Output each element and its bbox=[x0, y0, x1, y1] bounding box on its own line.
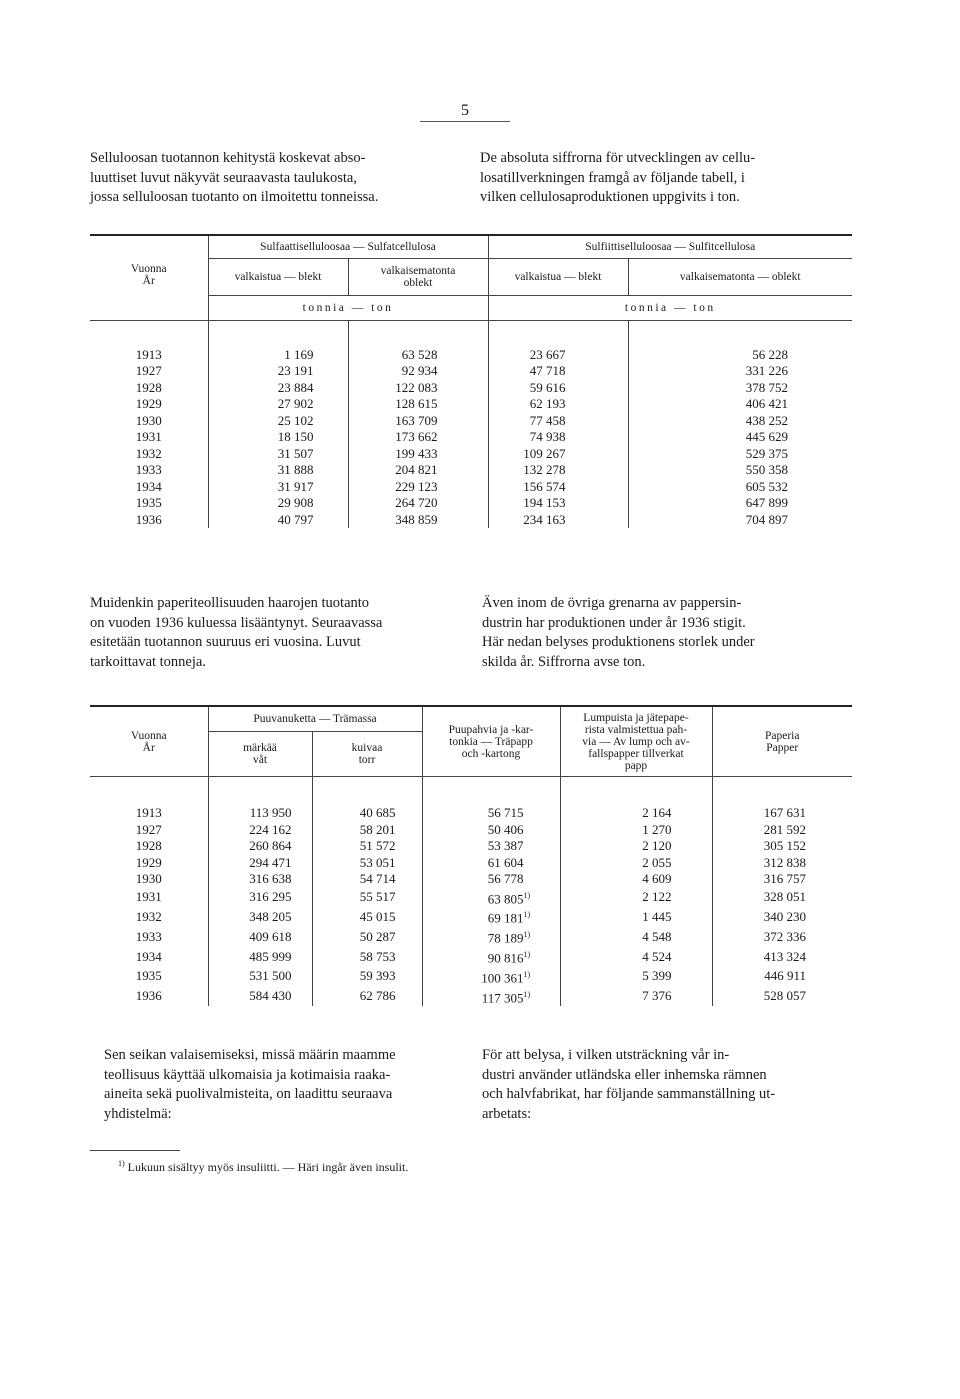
year-cell: 1927 bbox=[135, 821, 162, 837]
value-cell: 25 102 bbox=[208, 413, 348, 430]
bottom-fi-line: Sen seikan valaisemiseksi, missä määrin maamme bbox=[104, 1047, 396, 1063]
value-cell: 128 615 bbox=[348, 396, 488, 413]
value-cell bbox=[422, 871, 560, 888]
unit-header-2: tonnia — ton bbox=[488, 296, 852, 321]
value-cell: 31 507 bbox=[208, 446, 348, 463]
year-cell: 1936 bbox=[135, 988, 162, 1004]
dry-header bbox=[312, 732, 422, 777]
value-cell: 605 532 bbox=[628, 479, 852, 496]
value-cell: 132 278 bbox=[488, 462, 628, 479]
paper-header-sv: Papper bbox=[766, 741, 799, 754]
bottom-fi bbox=[104, 1046, 472, 1124]
year-header-fi: Vuonna bbox=[130, 262, 167, 275]
value-cell: 92 934 bbox=[348, 363, 488, 380]
wood-pulp-board-line: Puupahvia ja -kar- bbox=[448, 723, 534, 736]
wood-pulp-group-header: Puuvanuketta — Trämassa bbox=[208, 706, 422, 732]
value-cell: 23 667 bbox=[488, 347, 628, 364]
value-cell: 173 662 bbox=[348, 429, 488, 446]
table-row bbox=[90, 347, 852, 364]
value-cell: 56 228 bbox=[628, 347, 852, 364]
middle-sv-line: Även inom de övriga grenarna av pappersin- bbox=[482, 595, 742, 611]
value-cell: 550 358 bbox=[628, 462, 852, 479]
value-cell: 18 150 bbox=[208, 429, 348, 446]
sulfate-group-header: Sulfaattiselluloosaa — Sulfatcellulosa bbox=[208, 235, 488, 259]
dry-header-fi: kuivaa bbox=[351, 742, 383, 754]
value-cell bbox=[422, 987, 560, 1007]
value-cell bbox=[422, 805, 560, 822]
value-cell: 53 051 bbox=[312, 855, 422, 872]
value-cell: 62 786 bbox=[312, 987, 422, 1007]
value-cell bbox=[422, 822, 560, 839]
value-cell: 2 055 bbox=[560, 855, 712, 872]
value-cell: 50 287 bbox=[312, 927, 422, 947]
value-cell bbox=[422, 838, 560, 855]
value-cell bbox=[422, 855, 560, 872]
value-cell: 199 433 bbox=[348, 446, 488, 463]
footnote bbox=[118, 1159, 408, 1175]
value-number: 56 778 bbox=[487, 871, 524, 886]
intro-sv-line: losatillverkningen framgå av följande tabell, i bbox=[480, 169, 745, 186]
footnote-ref: 1) bbox=[523, 949, 531, 959]
bottom-sv-line: För att belysa, i vilken utsträckning vår in- bbox=[482, 1047, 730, 1063]
year-header bbox=[90, 235, 208, 296]
value-cell: 2 122 bbox=[560, 888, 712, 908]
bottom-fi-line: yhdistelmä: bbox=[104, 1105, 172, 1122]
year-cell: 1932 bbox=[135, 445, 162, 461]
value-cell: 328 051 bbox=[712, 888, 852, 908]
value-number: 56 715 bbox=[487, 805, 524, 820]
rag-board-line: fallspapper tillverkat bbox=[588, 747, 684, 760]
value-cell: 122 083 bbox=[348, 380, 488, 397]
value-number: 63 805 bbox=[487, 890, 524, 906]
value-cell: 1 270 bbox=[560, 822, 712, 839]
middle-sv-line: Här nedan belyses produktionens storlek under bbox=[482, 634, 755, 650]
sulfite-bleached-header: valkaistua — blekt bbox=[488, 259, 628, 296]
footnote-ref: 1) bbox=[523, 989, 531, 999]
value-cell: 31 888 bbox=[208, 462, 348, 479]
bottom-fi-line: aineita sekä puolivalmisteita, on laadittu seuraava bbox=[104, 1086, 393, 1102]
year-header-2-fi: Vuonna bbox=[130, 729, 167, 742]
value-cell: 348 205 bbox=[208, 907, 312, 927]
rag-board-line: Lumpuista ja jätepape- bbox=[583, 711, 689, 724]
value-cell: 4 609 bbox=[560, 871, 712, 888]
value-cell: 167 631 bbox=[712, 805, 852, 822]
year-cell: 1935 bbox=[135, 495, 162, 510]
value-cell: 2 164 bbox=[560, 805, 712, 822]
value-cell: 204 821 bbox=[348, 462, 488, 479]
dry-header-sv: torr bbox=[358, 754, 376, 766]
value-cell bbox=[422, 907, 560, 927]
year-cell: 1930 bbox=[135, 871, 162, 886]
footnote-divider bbox=[90, 1150, 180, 1151]
value-cell: 54 714 bbox=[312, 871, 422, 888]
bottom-sv bbox=[482, 1046, 862, 1124]
intro-fi-line: luuttiset luvut näkyvät seuraavasta taulukosta, bbox=[90, 169, 357, 186]
table-row bbox=[90, 888, 852, 908]
cellulose-table-body bbox=[90, 347, 852, 529]
value-cell: 2 120 bbox=[560, 838, 712, 855]
wet-header-fi: märkää bbox=[243, 742, 277, 754]
wood-pulp-board-header bbox=[422, 706, 560, 777]
value-cell: 51 572 bbox=[312, 838, 422, 855]
value-cell bbox=[422, 927, 560, 947]
bottom-sv-line: och halvfabrikat, har följande sammanställning ut- bbox=[482, 1086, 776, 1102]
value-number: 100 361 bbox=[481, 970, 524, 986]
paper-products-table-body bbox=[90, 805, 852, 1006]
year-cell: 1929 bbox=[135, 854, 162, 870]
value-cell: 29 908 bbox=[208, 495, 348, 512]
year-cell: 1927 bbox=[135, 363, 162, 378]
value-cell: 234 163 bbox=[488, 512, 628, 529]
rag-board-header bbox=[560, 706, 712, 777]
year-cell: 1913 bbox=[135, 346, 162, 362]
value-cell bbox=[422, 888, 560, 908]
year-cell: 1933 bbox=[135, 928, 162, 944]
value-cell: 5 399 bbox=[560, 967, 712, 987]
value-cell: 59 393 bbox=[312, 967, 422, 987]
value-cell: 1 445 bbox=[560, 907, 712, 927]
footnote-ref: 1) bbox=[523, 910, 531, 920]
value-cell: 31 917 bbox=[208, 479, 348, 496]
table-row bbox=[90, 855, 852, 872]
middle-fi bbox=[90, 594, 470, 672]
value-cell: 529 375 bbox=[628, 446, 852, 463]
bottom-fi-line: teollisuus käyttää ulkomaisia ja kotimaisia raaka- bbox=[104, 1066, 391, 1083]
value-cell: 438 252 bbox=[628, 413, 852, 430]
table-row bbox=[90, 446, 852, 463]
wood-pulp-board-line: tonkia — Träpapp bbox=[449, 735, 533, 748]
intro-fi bbox=[90, 149, 470, 208]
paper-header bbox=[712, 706, 852, 777]
value-cell: 294 471 bbox=[208, 855, 312, 872]
value-number: 53 387 bbox=[487, 838, 524, 853]
table-row bbox=[90, 495, 852, 512]
value-cell: 413 324 bbox=[712, 947, 852, 967]
year-cell: 1930 bbox=[135, 412, 162, 428]
rag-board-line: papp bbox=[624, 759, 648, 772]
year-cell: 1929 bbox=[135, 396, 162, 411]
sulfate-unbleached-fi: valkaisematonta bbox=[380, 265, 456, 277]
value-cell: 27 902 bbox=[208, 396, 348, 413]
table-row bbox=[90, 927, 852, 947]
value-cell: 58 201 bbox=[312, 822, 422, 839]
table-row bbox=[90, 871, 852, 888]
value-cell: 406 421 bbox=[628, 396, 852, 413]
table-row bbox=[90, 380, 852, 397]
year-header-2 bbox=[90, 706, 208, 777]
value-cell: 109 267 bbox=[488, 446, 628, 463]
value-cell: 4 524 bbox=[560, 947, 712, 967]
table-row bbox=[90, 429, 852, 446]
value-cell: 62 193 bbox=[488, 396, 628, 413]
value-cell: 485 999 bbox=[208, 947, 312, 967]
value-cell: 194 153 bbox=[488, 495, 628, 512]
page-number: 5 bbox=[420, 102, 510, 122]
middle-sv-line: skilda år. Siffrorna avse ton. bbox=[482, 653, 646, 670]
value-cell: 372 336 bbox=[712, 927, 852, 947]
middle-fi-line: esitetään tuotannon suuruus eri vuosina. Luvut bbox=[90, 634, 361, 650]
value-cell: 260 864 bbox=[208, 838, 312, 855]
year-cell: 1928 bbox=[135, 838, 162, 853]
sulfite-unbleached-header: valkaisematonta — oblekt bbox=[628, 259, 852, 296]
year-cell: 1932 bbox=[135, 908, 162, 924]
value-cell: 163 709 bbox=[348, 413, 488, 430]
unit-header-1: tonnia — ton bbox=[208, 296, 488, 321]
table-row bbox=[90, 363, 852, 380]
value-cell bbox=[422, 947, 560, 967]
value-cell: 445 629 bbox=[628, 429, 852, 446]
value-cell: 531 500 bbox=[208, 967, 312, 987]
year-cell: 1913 bbox=[135, 805, 162, 820]
year-cell: 1934 bbox=[135, 478, 162, 494]
value-cell: 229 123 bbox=[348, 479, 488, 496]
table-row bbox=[90, 413, 852, 430]
value-cell: 224 162 bbox=[208, 822, 312, 839]
sulfate-unbleached-sv: oblekt bbox=[403, 277, 433, 289]
value-cell: 409 618 bbox=[208, 927, 312, 947]
value-cell bbox=[422, 967, 560, 987]
value-cell: 348 859 bbox=[348, 512, 488, 529]
value-cell: 316 638 bbox=[208, 871, 312, 888]
intro-fi-line: jossa selluloosan tuotanto on ilmoitettu tonneissa. bbox=[90, 189, 379, 205]
value-cell: 45 015 bbox=[312, 907, 422, 927]
value-cell: 58 753 bbox=[312, 947, 422, 967]
value-cell: 40 685 bbox=[312, 805, 422, 822]
value-cell: 331 226 bbox=[628, 363, 852, 380]
year-cell: 1936 bbox=[135, 511, 162, 527]
table-row bbox=[90, 967, 852, 987]
value-cell: 340 230 bbox=[712, 907, 852, 927]
table-row bbox=[90, 512, 852, 529]
year-cell: 1934 bbox=[135, 948, 162, 964]
value-number: 78 189 bbox=[487, 930, 524, 946]
wood-pulp-board-line: och -kartong bbox=[461, 747, 521, 760]
intro-sv-line: vilken cellulosaproduktionen uppgivits i ton. bbox=[480, 189, 740, 205]
sulfite-group-header: Sulfiittiselluloosaa — Sulfitcellulosa bbox=[488, 235, 852, 259]
value-cell: 47 718 bbox=[488, 363, 628, 380]
value-number: 117 305 bbox=[481, 989, 524, 1005]
value-cell: 55 517 bbox=[312, 888, 422, 908]
value-cell: 647 899 bbox=[628, 495, 852, 512]
middle-sv bbox=[482, 594, 862, 672]
value-cell: 4 548 bbox=[560, 927, 712, 947]
value-cell: 584 430 bbox=[208, 987, 312, 1007]
value-cell: 77 458 bbox=[488, 413, 628, 430]
year-cell: 1928 bbox=[135, 379, 162, 395]
value-cell: 528 057 bbox=[712, 987, 852, 1007]
value-cell: 59 616 bbox=[488, 380, 628, 397]
value-cell: 113 950 bbox=[208, 805, 312, 822]
value-cell: 40 797 bbox=[208, 512, 348, 529]
footnote-ref: 1) bbox=[523, 930, 531, 940]
value-cell: 23 884 bbox=[208, 380, 348, 397]
table-row bbox=[90, 805, 852, 822]
value-cell: 316 295 bbox=[208, 888, 312, 908]
rag-board-line: via — Av lump och av- bbox=[582, 735, 690, 748]
table-row bbox=[90, 838, 852, 855]
year-header-sv: År bbox=[142, 274, 155, 287]
intro-fi-line: Selluloosan tuotannon kehitystä koskevat abso- bbox=[90, 150, 366, 166]
middle-fi-line: on vuoden 1936 kuluessa lisääntynyt. Seuraavassa bbox=[90, 614, 383, 631]
year-cell: 1933 bbox=[135, 462, 162, 477]
value-number: 61 604 bbox=[487, 854, 524, 870]
value-cell: 312 838 bbox=[712, 855, 852, 872]
rag-board-line: rista valmistettua pah- bbox=[584, 723, 688, 736]
footnote-ref: 1) bbox=[523, 969, 531, 979]
table-row bbox=[90, 987, 852, 1007]
year-cell: 1931 bbox=[135, 429, 162, 444]
table-row bbox=[90, 396, 852, 413]
value-cell: 1 169 bbox=[208, 347, 348, 364]
year-cell: 1935 bbox=[135, 968, 162, 984]
sulfate-bleached-header: valkaistua — blekt bbox=[208, 259, 348, 296]
sulfate-unbleached-header bbox=[348, 259, 488, 296]
value-cell: 23 191 bbox=[208, 363, 348, 380]
value-cell: 446 911 bbox=[712, 967, 852, 987]
value-cell: 63 528 bbox=[348, 347, 488, 364]
year-cell: 1931 bbox=[135, 889, 162, 905]
paper-products-table bbox=[90, 705, 852, 1006]
table-row bbox=[90, 822, 852, 839]
wet-header bbox=[208, 732, 312, 777]
footnote-ref: 1) bbox=[523, 890, 531, 900]
intro-sv-line: De absoluta siffrorna för utvecklingen av cellu- bbox=[480, 150, 756, 166]
middle-fi-line: tarkoittavat tonneja. bbox=[90, 653, 206, 670]
wet-header-sv: våt bbox=[252, 754, 268, 766]
value-cell: 316 757 bbox=[712, 871, 852, 888]
value-cell: 74 938 bbox=[488, 429, 628, 446]
footnote-marker: 1) bbox=[118, 1159, 125, 1168]
value-cell: 156 574 bbox=[488, 479, 628, 496]
middle-sv-line: dustrin har produktionen under år 1936 stigit. bbox=[482, 614, 746, 631]
value-number: 90 816 bbox=[487, 950, 524, 966]
bottom-sv-line: arbetats: bbox=[482, 1105, 532, 1122]
intro-sv bbox=[480, 149, 860, 208]
value-cell: 264 720 bbox=[348, 495, 488, 512]
footnote-text: Lukuun sisältyy myös insuliitti. — Häri ingår även insulit. bbox=[127, 1160, 409, 1174]
value-number: 69 181 bbox=[487, 910, 524, 926]
bottom-sv-line: dustri använder utländska eller inhemska rämnen bbox=[482, 1066, 767, 1083]
value-cell: 378 752 bbox=[628, 380, 852, 397]
value-number: 50 406 bbox=[487, 821, 524, 837]
table-row bbox=[90, 462, 852, 479]
table-row bbox=[90, 907, 852, 927]
paper-header-fi: Paperia bbox=[765, 729, 800, 742]
value-cell: 7 376 bbox=[560, 987, 712, 1007]
table-row bbox=[90, 947, 852, 967]
value-cell: 704 897 bbox=[628, 512, 852, 529]
table-row bbox=[90, 479, 852, 496]
value-cell: 305 152 bbox=[712, 838, 852, 855]
year-header-2-sv: År bbox=[142, 741, 155, 754]
value-cell: 281 592 bbox=[712, 822, 852, 839]
middle-fi-line: Muidenkin paperiteollisuuden haarojen tuotanto bbox=[90, 595, 370, 611]
cellulose-table bbox=[90, 234, 852, 528]
